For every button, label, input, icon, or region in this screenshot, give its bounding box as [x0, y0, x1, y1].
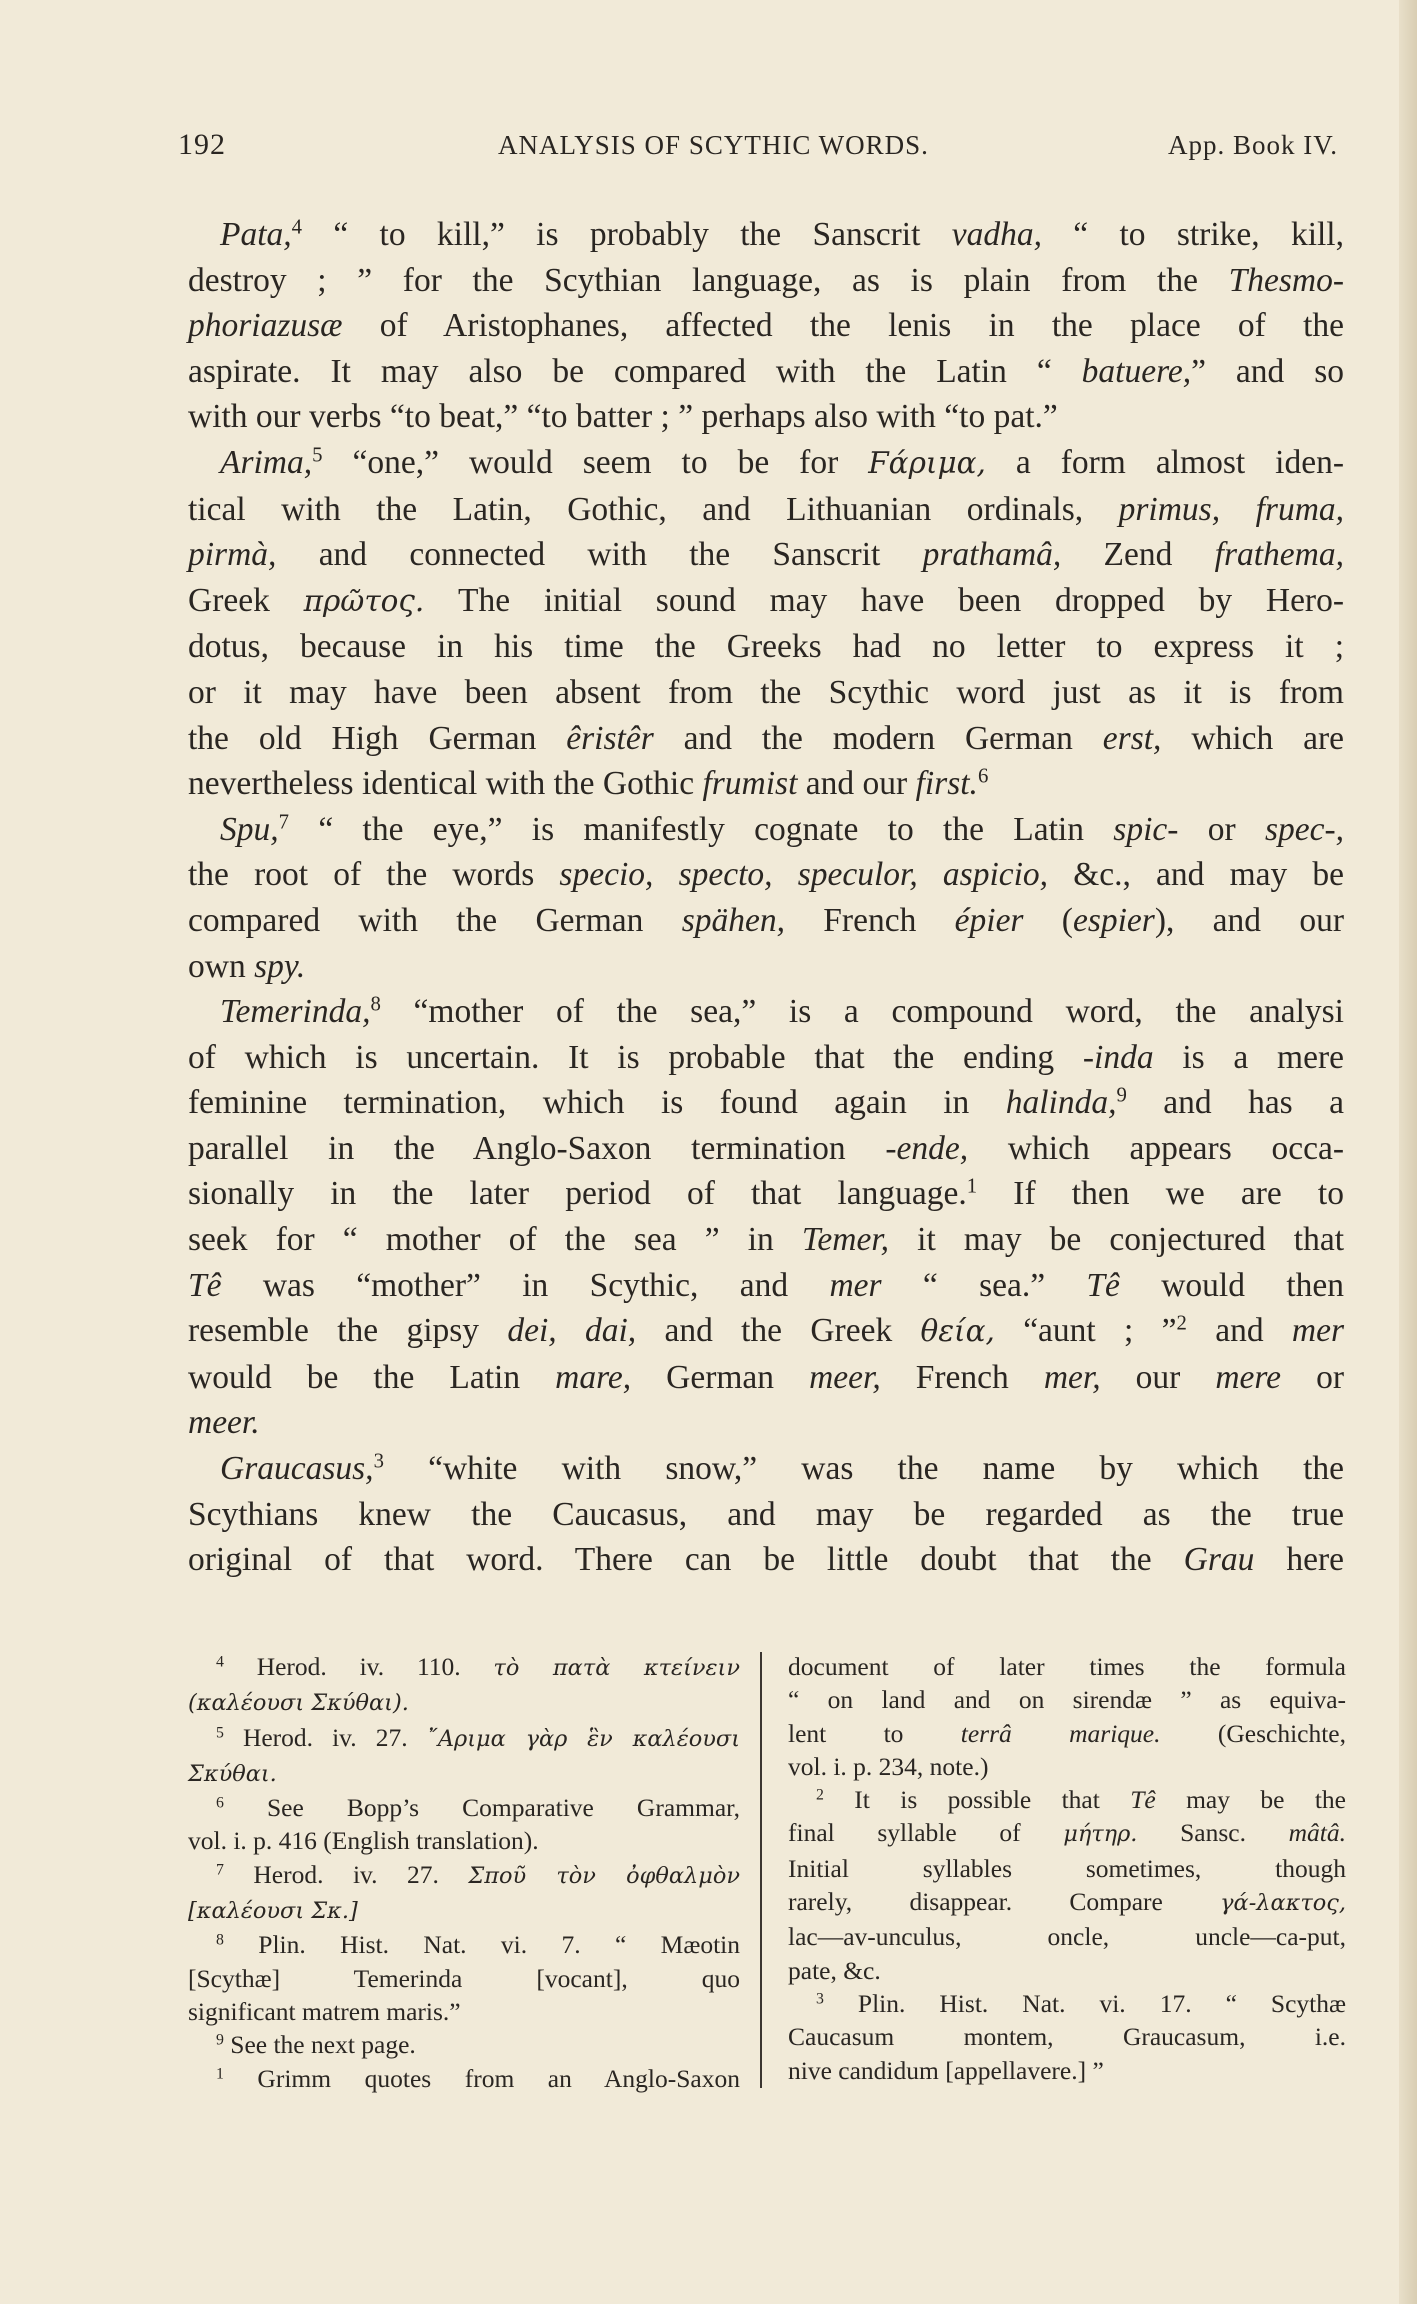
footnote-line: “ on land and on sirendæ ” as equiva-: [788, 1685, 1346, 1715]
text-line: Tê was “mother” in Scythic, and mer “ sea.” Tê would then: [188, 1266, 1344, 1304]
text-line: Spu,$^7$ “ the eye,” is manifestly cognate to the Latin spic- or spec-,: [220, 810, 1344, 848]
text-line: with our verbs “to beat,” “to batter ; ” perhaps also with “to pat.”: [188, 398, 1058, 436]
footnote-line: $^7$ Herod. iv. 27. Σποῦ τὸν ὀφθαλμὸν: [216, 1859, 741, 1889]
footnote-line: document of later times the formula: [788, 1652, 1346, 1681]
text-line: or it may have been absent from the Scythic word just as it is from: [188, 673, 1344, 711]
text-line: sionally in the later period of that language.$^1$ If then we are to: [188, 1175, 1344, 1213]
text-line: nevertheless identical with the Gothic frumist and our first.$^6$: [188, 764, 989, 803]
page-number: 192: [178, 128, 226, 161]
footnote-line: $^8$ Plin. Hist. Nat. vi. 7. “ Mæotin: [216, 1930, 740, 1960]
main-text: [188, 212, 1344, 1583]
footnote-line: significant matrem maris.”: [188, 1996, 461, 2026]
footnote-line: nive candidum [appellavere.] ”: [788, 2055, 1104, 2085]
text-line: Arima,$^5$ “one,” would seem to be for Ϝάριμα, a form almost iden-: [220, 443, 1344, 481]
footnote-line: lent to terrâ marique. (Geschichte,: [788, 1718, 1346, 1748]
footnote-line: $^1$ Grimm quotes from an Anglo-Saxon: [216, 2063, 740, 2093]
text-line: aspirate. It may also be compared with the Latin “ batuere,” and so: [188, 352, 1344, 390]
text-line: of which is uncertain. It is probable that the ending -inda is a mere: [188, 1038, 1344, 1076]
text-line: Greek πρῶτος. The initial sound may have been dropped by Hero-: [188, 581, 1344, 619]
footnotes: [188, 1650, 1346, 2120]
text-line: original of that word. There can be little doubt that the Grau here: [188, 1541, 1344, 1579]
text-line: Pata,$^4$ “ to kill,” is probably the Sanscrit vadha, “ to strike, kill,: [220, 215, 1344, 253]
text-line: the root of the words specio, specto, speculor, aspicio, &c., and may be: [188, 856, 1345, 894]
footnote-line: vol. i. p. 234, note.): [788, 1751, 989, 1781]
footnote-line: pate, &c.: [788, 1955, 881, 1985]
text-line: dotus, because in his time the Greeks had no letter to express it ;: [188, 628, 1344, 666]
text-line: destroy ; ” for the Scythian language, as is plain from the Thesmo-: [188, 261, 1344, 299]
footnotes-right-column: [788, 1650, 1346, 2087]
text-line: Scythians knew the Caucasus, and may be regarded as the true: [188, 1495, 1344, 1533]
footnote-line: (καλέουσι Σκύθαι).: [188, 1690, 409, 1717]
footnote-line: Σκύθαι.: [188, 1760, 277, 1787]
text-line: own spy.: [188, 947, 306, 985]
footnote-line: Caucasum montem, Graucasum, i.e.: [788, 2022, 1346, 2052]
text-line: feminine termination, which is found again in halinda,$^9$ and has a: [188, 1083, 1345, 1122]
footnote-line: $^2$ It is possible that Tê may be the: [816, 1785, 1346, 1815]
footnote-line: [Scythæ] Temerinda [vocant], quo: [188, 1963, 740, 1993]
text-line: resemble the gipsy dei, dai, and the Greek θεία, “aunt ; ”$^2$ and mer: [188, 1311, 1345, 1350]
text-line: parallel in the Anglo-Saxon termination -ende, which appears occa-: [188, 1129, 1344, 1167]
text-line: phoriazusæ of Aristophanes, affected the lenis in the place of the: [188, 307, 1344, 345]
text-line: tical with the Latin, Gothic, and Lithuanian ordinals, primus, fruma,: [188, 490, 1345, 528]
footnote-line: lac—av-unculus, oncle, uncle—ca-put,: [788, 1922, 1346, 1952]
footnote-line: $^9$ See the next page.: [216, 2030, 416, 2060]
section-label: App. Book IV.: [1167, 130, 1338, 160]
footnote-line: $^5$ Herod. iv. 27. ῎Αριμα γὰρ ἓν καλέουσι: [216, 1722, 740, 1752]
footnote-column-divider: [760, 1652, 762, 2088]
page-edge-shadow: [1399, 0, 1417, 2304]
text-line: Graucasus,$^3$ “white with snow,” was the name by which the: [220, 1449, 1344, 1488]
footnote-line: rarely, disappear. Compare γά-λακτος,: [788, 1887, 1346, 1917]
footnote-line: [καλέουσι Σκ.]: [188, 1898, 358, 1925]
footnote-line: $^6$ See Bopp’s Comparative Grammar,: [216, 1793, 740, 1823]
footnote-line: $^4$ Herod. iv. 110. τὸ πατὰ κτείνειν: [216, 1652, 740, 1681]
text-line: compared with the German spähen, French épier (espier), and our: [188, 901, 1345, 939]
text-line: meer.: [188, 1404, 260, 1442]
text-line: would be the Latin mare, German meer, French mer, our mere or: [188, 1358, 1345, 1396]
running-title: ANALYSIS OF SCYTHIC WORDS.: [498, 130, 929, 160]
footnote-line: $^3$ Plin. Hist. Nat. vi. 17. “ Scythæ: [816, 1988, 1346, 2018]
footnote-line: final syllable of μήτηρ. Sansc. mâtâ.: [788, 1818, 1346, 1848]
footnote-line: Initial syllables sometimes, though: [788, 1853, 1346, 1883]
running-header: [178, 128, 1358, 168]
text-line: seek for “ mother of the sea ” in Temer, it may be conjectured that: [188, 1221, 1344, 1259]
footnotes-left-column: [188, 1650, 740, 2095]
text-line: pirmà, and connected with the Sanscrit prathamâ, Zend frathema,: [188, 536, 1344, 574]
text-line: the old High German êristêr and the modern German erst, which are: [188, 719, 1344, 757]
footnote-line: vol. i. p. 416 (English translation).: [188, 1826, 539, 1856]
text-line: Temerinda,$^8$ “mother of the sea,” is a compound word, the analysi: [220, 992, 1344, 1031]
